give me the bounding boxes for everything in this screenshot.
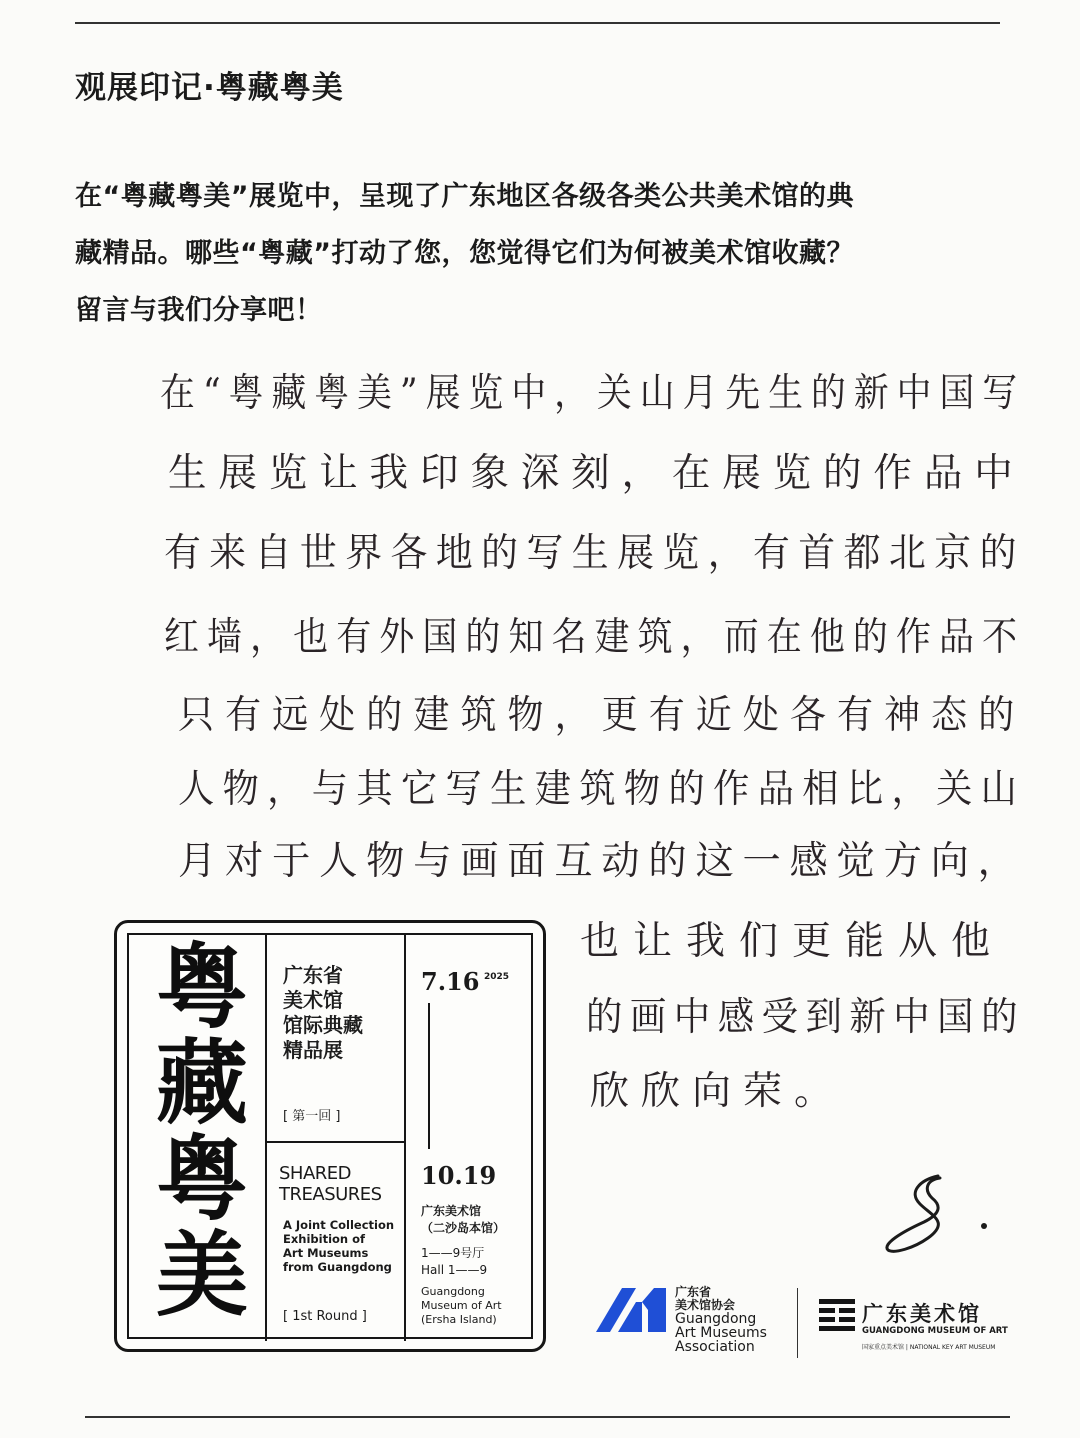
venue-en-line: (Ersha Island) [421,1313,497,1326]
venue-cn-line: （二沙岛本馆） [421,1221,506,1235]
venue-en-line: Guangdong [421,1285,485,1298]
venue-cn [421,1203,505,1237]
handwritten-line: 在“粤藏粤美”展览中，关山月先生的新中国写 [160,371,1026,416]
handwritten-line: 生展览让我印象深刻，在展览的作品中 [168,451,1025,496]
prompt-line: 在“粤藏粤美”展览中，呈现了广东地区各级各类公共美术馆的典 [75,181,854,212]
date-connector [428,1003,430,1149]
hall-line: Hall 1——9 [421,1263,488,1277]
en-subtitle-line: Exhibition of [283,1232,366,1246]
prompt-line: 留言与我们分享吧！ [75,295,323,326]
big-title-char: 粤 [155,1125,248,1233]
big-title-char: 藏 [155,1029,248,1137]
prompt-line: 藏精品。哪些“粤藏”打动了您，您觉得它们为何被美术馆收藏？ [75,238,854,269]
exhibition-badge [114,920,546,1352]
cn-name-line: 美术馆 [283,988,343,1012]
handwritten-line: 欣欣向荣。 [590,1069,846,1114]
date-start: 7.16 [421,967,480,996]
handwritten-line: 的画中感受到新中国的 [586,995,1025,1040]
en-title-line: TREASURES [279,1184,382,1205]
big-title-char: 美 [155,1221,248,1329]
round-en: [ 1st Round ] [283,1309,367,1324]
venue-en [421,1285,502,1327]
bottom-rule [85,1416,1010,1418]
association-en-line: Art Museums [675,1325,767,1341]
cn-name-line: 馆际典藏 [283,1013,363,1037]
museum-en-name: GUANGDONG MUSEUM OF ART [862,1326,1008,1336]
hall-info [421,1245,487,1279]
cn-name-line: 精品展 [283,1038,343,1062]
handwritten-line: 人物，与其它写生建筑物的作品相比，关山 [178,767,1026,812]
association-name [675,1286,767,1354]
venue-en-line: Museum of Art [421,1299,502,1312]
handwritten-line: 红墙，也有外国的知名建筑，而在他的作品不 [164,615,1026,660]
en-subtitle-line: A Joint Collection [283,1218,395,1232]
handwritten-line: 月对于人物与画面互动的这一感觉方向， [178,839,1025,884]
badge-big-title [143,933,261,1329]
prompt-text [75,168,1010,339]
top-rule [75,22,1000,24]
en-subtitle-line: Art Museums [283,1246,369,1260]
museum-cn-name: 广东美术馆 [862,1302,982,1326]
association-en-line: Association [675,1339,755,1355]
en-title-line: SHARED [279,1163,352,1184]
cn-name-line: 广东省 [283,963,343,987]
round-cn: [ 第一回 ] [283,1109,341,1124]
association-logo-icon [596,1288,666,1332]
big-title-char: 粤 [155,933,248,1041]
hall-line: 1——9号厅 [421,1246,485,1260]
logo-divider [797,1288,798,1358]
association-cn-line: 美术馆协会 [675,1298,736,1312]
museum-logo-icon [819,1299,855,1331]
badge-divider [265,1141,404,1143]
date-year: 2025 [484,972,510,982]
association-en-line: Guangdong [675,1311,757,1327]
exhibition-en-subtitle [283,1218,394,1274]
museum-note: 国家重点美术馆 | NATIONAL KEY ART MUSEUM [862,1344,996,1351]
handwritten-line: 也让我们更能从他 [580,919,1005,964]
handwritten-line: 只有远处的建筑物，更有近处各有神态的 [178,693,1026,738]
page-title: 观展印记·粤藏粤美 [75,70,344,106]
en-subtitle-line: from Guangdong [283,1260,392,1274]
signature-icon [880,1170,1010,1260]
venue-cn-line: 广东美术馆 [421,1204,482,1218]
exhibition-cn-name [283,963,403,1063]
association-cn-line: 广东省 [675,1285,712,1299]
exhibition-en-title [279,1163,382,1205]
date-end: 10.19 [421,1161,497,1190]
badge-divider [265,933,267,1341]
handwritten-line: 有来自世界各地的写生展览，有首都北京的 [164,531,1025,576]
badge-divider [404,933,406,1341]
